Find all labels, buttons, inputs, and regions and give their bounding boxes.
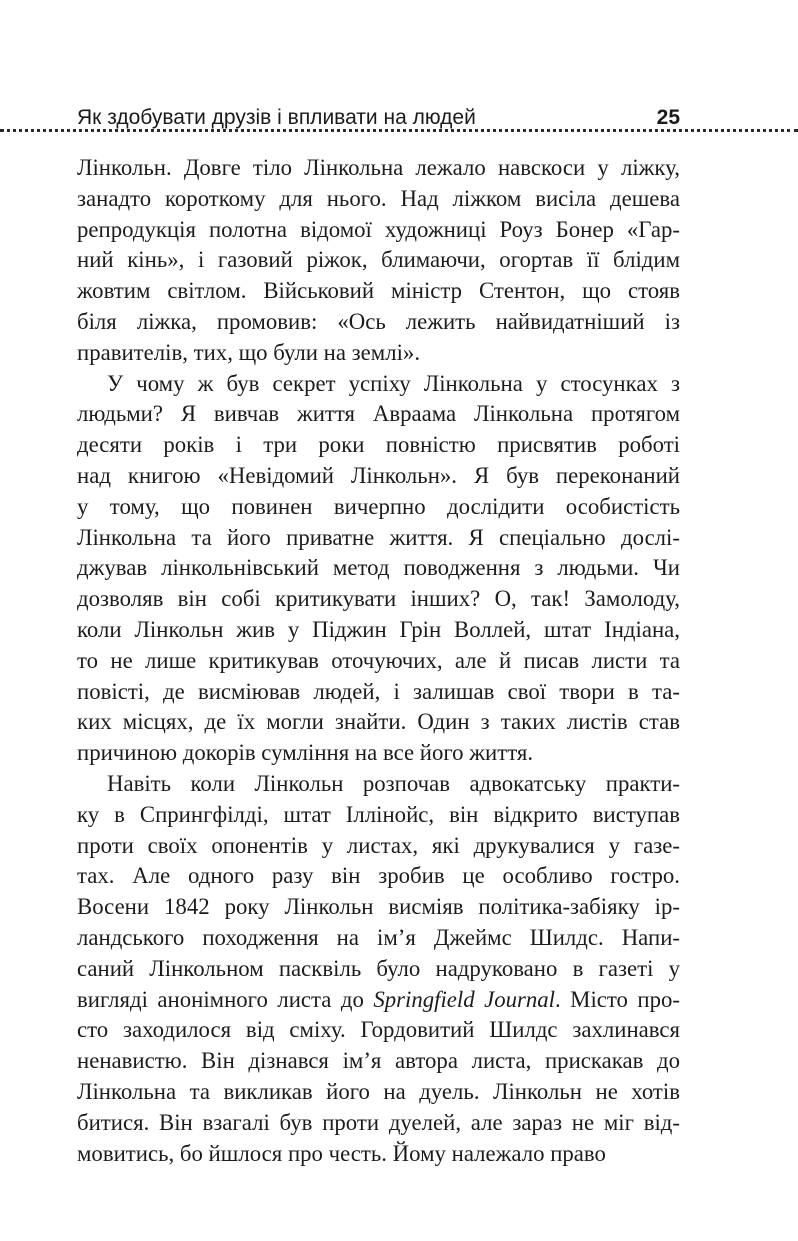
- text-line: [77, 1046, 680, 1077]
- text-segment: Восени 1842 року Лінкольн висміяв політика-забіяку ір-: [77, 894, 680, 920]
- text-line: [77, 615, 680, 646]
- text-segment: правителів, тих, що були на землі».: [77, 339, 421, 365]
- text-segment: вигляді анонімного листа до: [77, 986, 374, 1012]
- text-segment: у тому, що повинен вичерпно дослідити особистість: [77, 493, 680, 519]
- text-line: [77, 1108, 680, 1139]
- text-line: [77, 1077, 680, 1108]
- text-segment: дозволяв він собі критикувати інших? О, так! Замолоду,: [77, 586, 680, 612]
- text-segment: над книгою «Невідомий Лінкольн». Я був переконаний: [77, 462, 680, 488]
- text-segment: десяти років і три роки повністю присвятив роботі: [77, 432, 680, 458]
- text-line: [77, 646, 680, 677]
- text-line: [77, 245, 680, 276]
- text-segment: то не лише критикував оточуючих, але й писав листи та: [77, 647, 680, 673]
- text-segment: Лінкольн. Довге тіло Лінкольна лежало навскоси у ліжку,: [77, 155, 680, 180]
- text-segment: повісті, де висміював людей, і залишав свої твори в та-: [77, 678, 680, 704]
- text-line: [77, 338, 680, 369]
- text-segment: . Місто про-: [555, 986, 681, 1012]
- text-line: [77, 985, 680, 1016]
- text-segment: джував лінкольнівський метод поводження з людьми. Чи: [77, 555, 680, 581]
- text-line: [77, 707, 680, 738]
- text-line: [77, 677, 680, 708]
- text-line: [77, 738, 680, 769]
- paragraph: [77, 153, 680, 369]
- text-line: [77, 800, 680, 831]
- page-number: 25: [656, 106, 680, 129]
- text-line: [77, 276, 680, 307]
- text-line: [77, 492, 680, 523]
- paragraph: [77, 769, 680, 1169]
- text-line: [77, 553, 680, 584]
- text-line: [77, 430, 680, 461]
- text-segment: проти своїх опонентів у листах, які друкувалися у газе-: [77, 832, 680, 858]
- running-head: [77, 98, 680, 130]
- text-line: [77, 184, 680, 215]
- text-segment: Лінкольна та викликав його на дуель. Лінкольн не хотів: [77, 1078, 680, 1104]
- text-segment: мовитись, бо йшлося про честь. Йому належало право: [77, 1140, 606, 1166]
- text-segment: ких місцях, де їх могли знайти. Один з таких листів став: [77, 709, 680, 735]
- text-segment: ненавистю. Він дізнався ім’я автора листа, прискакав до: [77, 1048, 680, 1074]
- text-line: [77, 861, 680, 892]
- text-line: [77, 769, 680, 800]
- text-segment: Лінкольна та його приватне життя. Я спеціально дослі-: [77, 524, 680, 550]
- text-segment: саний Лінкольном пасквіль було надруковано в газеті у: [77, 955, 680, 981]
- text-line: [77, 892, 680, 923]
- text-segment: людьми? Я вивчав життя Авраама Лінкольна протягом: [77, 401, 680, 427]
- running-title: Як здобувати друзів і впливати на людей: [77, 106, 476, 129]
- text-segment: причиною докорів сумління на все його життя.: [77, 740, 534, 766]
- text-line: [77, 584, 680, 615]
- text-segment: репродукція полотна відомої художниці Роуз Бонер «Гар-: [77, 216, 680, 242]
- text-line: [77, 831, 680, 862]
- text-line: [77, 399, 680, 430]
- text-line: [77, 153, 680, 184]
- text-segment: жовтим світлом. Військовий міністр Стентон, що стояв: [77, 278, 680, 304]
- text-line: [77, 1015, 680, 1046]
- text-line: [77, 307, 680, 338]
- body-text: [77, 153, 680, 1169]
- text-segment: коли Лінкольн жив у Піджин Грін Воллей, штат Індіана,: [77, 616, 680, 642]
- text-segment: битися. Він взагалі був проти дуелей, але зараз не міг від-: [77, 1109, 680, 1135]
- text-segment: У чому ж був секрет успіху Лінкольна у стосунках з: [107, 370, 680, 396]
- text-line: [77, 461, 680, 492]
- text-segment: сто заходилося від сміху. Гордовитий Шилдс захлинався: [77, 1017, 680, 1043]
- text-segment: ку в Спрингфілді, штат Іллінойс, він відкрито виступав: [77, 801, 680, 827]
- text-segment: біля ліжка, промовив: «Ось лежить найвидатніший із: [77, 308, 680, 334]
- text-segment: тах. Але одного разу він зробив це особливо гостро.: [77, 863, 680, 889]
- text-segment: занадто короткому для нього. Над ліжком висіла дешева: [77, 185, 680, 211]
- text-segment: ний кінь», і газовий ріжок, блимаючи, огортав її блідим: [77, 247, 680, 273]
- text-line: [77, 523, 680, 554]
- text-segment: ландського походження на ім’я Джеймс Шилдс. Напи-: [77, 924, 680, 950]
- text-line: [77, 954, 680, 985]
- text-line: [77, 215, 680, 246]
- text-line: [77, 923, 680, 954]
- text-line: [77, 1139, 680, 1170]
- publication-title: Springfield Journal: [373, 986, 556, 1012]
- paragraph: [77, 369, 680, 769]
- header-divider: [0, 129, 798, 132]
- text-segment: Навіть коли Лінкольн розпочав адвокатську практи-: [107, 770, 680, 796]
- text-line: [77, 369, 680, 400]
